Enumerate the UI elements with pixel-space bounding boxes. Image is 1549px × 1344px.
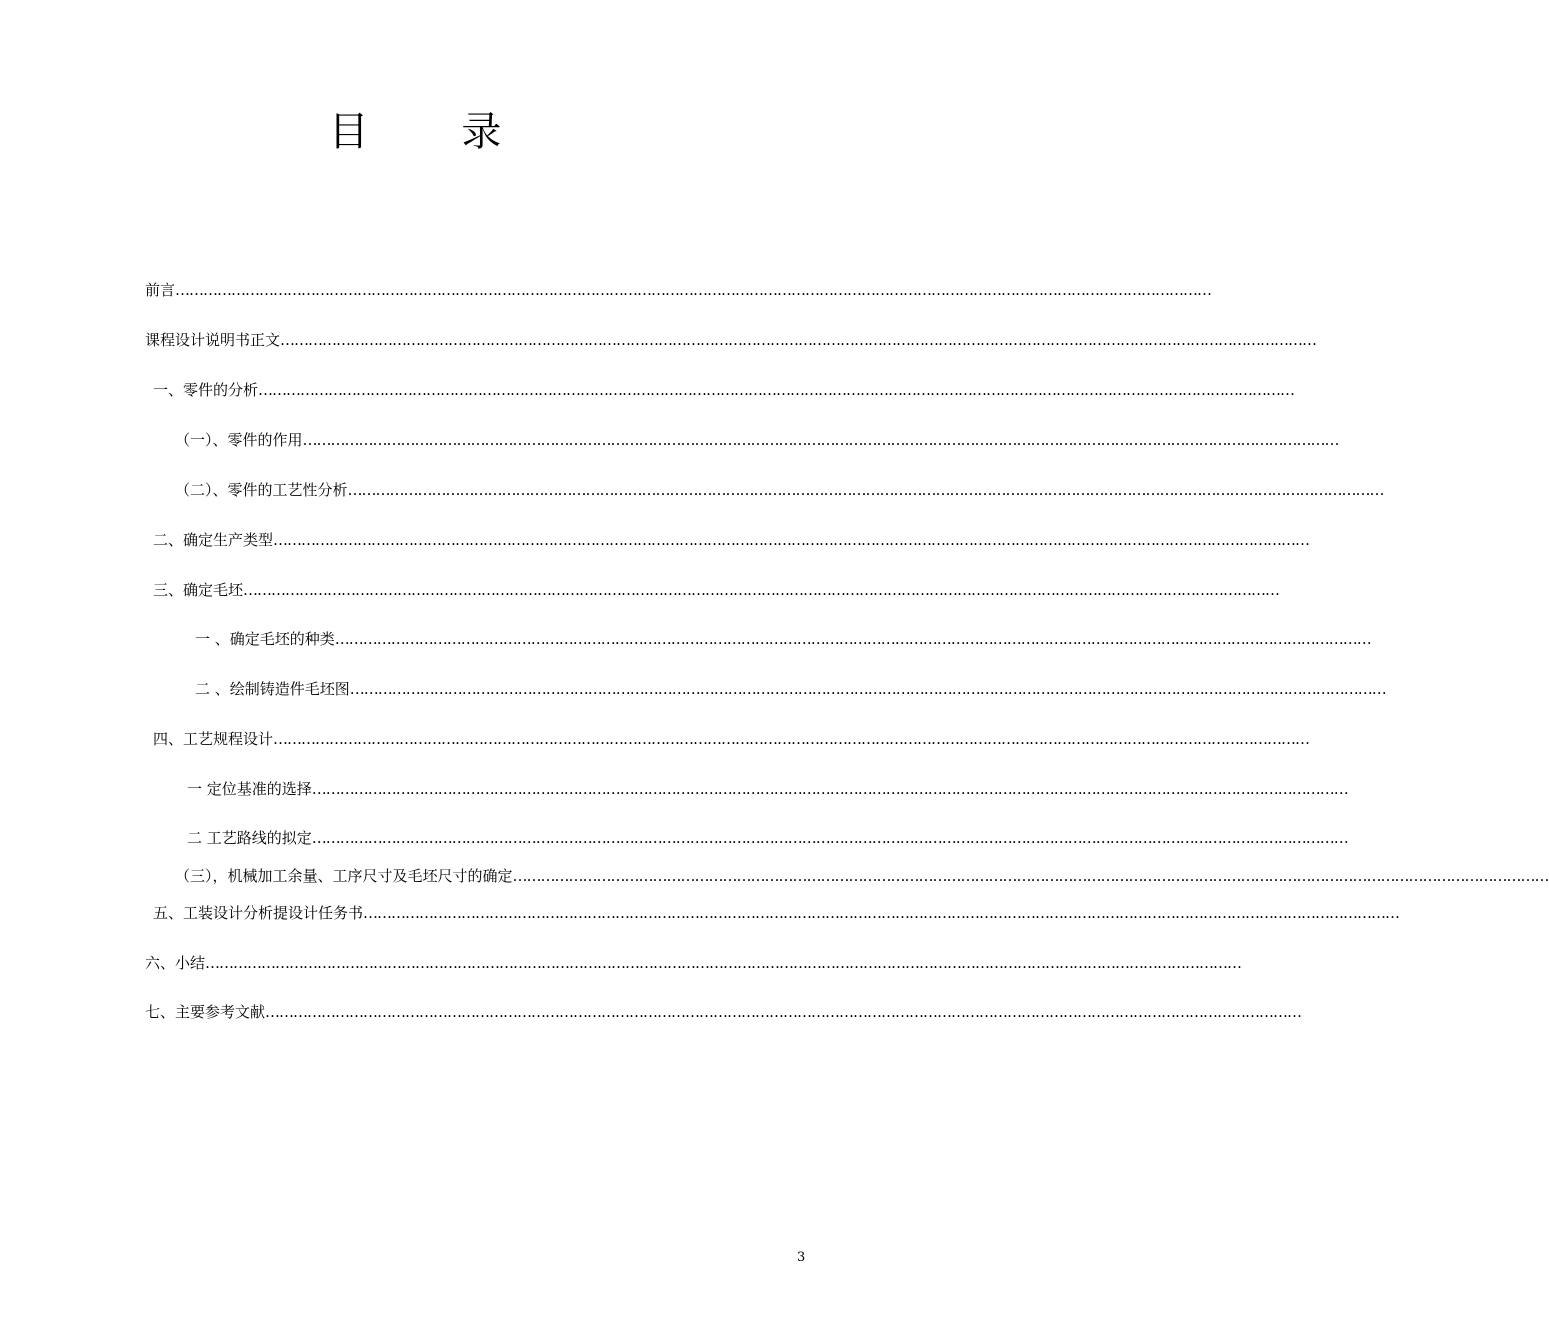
toc-entry-summary[interactable] [145, 953, 1242, 973]
toc-leader: …………………………………………………………………………………………………………………………………………………………………………………………………… [334, 630, 1371, 648]
toc-entry-main-text[interactable] [145, 330, 1317, 350]
toc-leader: …………………………………………………………………………………………………………………………………………………………………………………………………… [243, 581, 1280, 599]
toc-entry-fixture-design[interactable] [153, 903, 1400, 923]
toc-entry-label: 二 工艺路线的拟定 [187, 829, 312, 847]
toc-entry-label: 三、确定毛坯 [153, 581, 244, 599]
toc-entry-references[interactable] [145, 1002, 1302, 1022]
toc-entry-label: 一 定位基准的选择 [187, 780, 312, 798]
toc-entry-label: 一、零件的分析 [153, 381, 259, 399]
toc-leader: …………………………………………………………………………………………………………………………………………………………………………………………………… [175, 281, 1212, 299]
toc-entry-production-type[interactable] [153, 530, 1310, 550]
toc-leader: …………………………………………………………………………………………………………………………………………………………………………………………………… [265, 1003, 1302, 1021]
toc-entry-preface[interactable] [145, 280, 1212, 300]
toc-entry-casting-drawing[interactable] [195, 679, 1386, 699]
toc-leader: …………………………………………………………………………………………………………………………………………………………………………………………………… [347, 481, 1384, 499]
toc-entry-process-route[interactable] [187, 828, 1348, 848]
toc-entry-label: 课程设计说明书正文 [145, 331, 281, 349]
toc-entry-label: （二）、零件的工艺性分析 [175, 481, 348, 499]
toc-entry-blank[interactable] [153, 580, 1280, 600]
toc-entry-label: 六、小结 [145, 954, 206, 972]
toc-entry-blank-type[interactable] [195, 629, 1371, 649]
toc-leader: …………………………………………………………………………………………………………………………………………………………………………………………………… [258, 381, 1295, 399]
toc-leader: …………………………………………………………………………………………………………………………………………………………………………………………………… [302, 431, 1339, 449]
toc-entry-label: 五、工装设计分析提设计任务书 [153, 904, 364, 922]
toc-entry-machining-allowance[interactable] [175, 866, 1549, 886]
toc-entry-label: 四、工艺规程设计 [153, 730, 274, 748]
toc-entry-label: （三），机械加工余量、工序尺寸及毛坯尺寸的确定 [175, 867, 513, 885]
toc-leader: …………………………………………………………………………………………………………………………………………………………………………………………………… [349, 680, 1386, 698]
toc-entry-label: （一）、零件的作用 [175, 431, 303, 449]
toc-leader: …………………………………………………………………………………………………………………………………………………………………………………………………… [363, 904, 1400, 922]
toc-entry-label: 一 、确定毛坯的种类 [195, 630, 335, 648]
toc-entry-label: 前言 [145, 281, 176, 299]
toc-leader: …………………………………………………………………………………………………………………………………………………………………………………………………… [311, 829, 1348, 847]
toc-entry-label: 二 、绘制铸造件毛坯图 [195, 680, 350, 698]
toc-entry-label: 七、主要参考文献 [145, 1003, 266, 1021]
toc-entry-process-analysis[interactable] [175, 480, 1384, 500]
page-title: 目 录 [328, 109, 542, 155]
toc-leader: …………………………………………………………………………………………………………………………………………………………………………………………………… [273, 730, 1310, 748]
toc-entry-part-analysis[interactable] [153, 380, 1295, 400]
page-number: 3 [797, 1250, 806, 1265]
toc-leader: …………………………………………………………………………………………………………………………………………………………………………………………………… [280, 331, 1317, 349]
toc-leader: …………………………………………………………………………………………………………………………………………………………………………………………………… [273, 531, 1310, 549]
toc-leader: …………………………………………………………………………………………………………………………………………………………………………………………………… [205, 954, 1242, 972]
toc-entry-process-design[interactable] [153, 729, 1310, 749]
toc-leader: …………………………………………………………………………………………………………………………………………………………………………………………………… [512, 867, 1549, 885]
toc-entry-label: 二、确定生产类型 [153, 531, 274, 549]
toc-leader: …………………………………………………………………………………………………………………………………………………………………………………………………… [311, 780, 1348, 798]
toc-entry-part-function[interactable] [175, 430, 1339, 450]
toc-entry-datum-selection[interactable] [187, 779, 1348, 799]
